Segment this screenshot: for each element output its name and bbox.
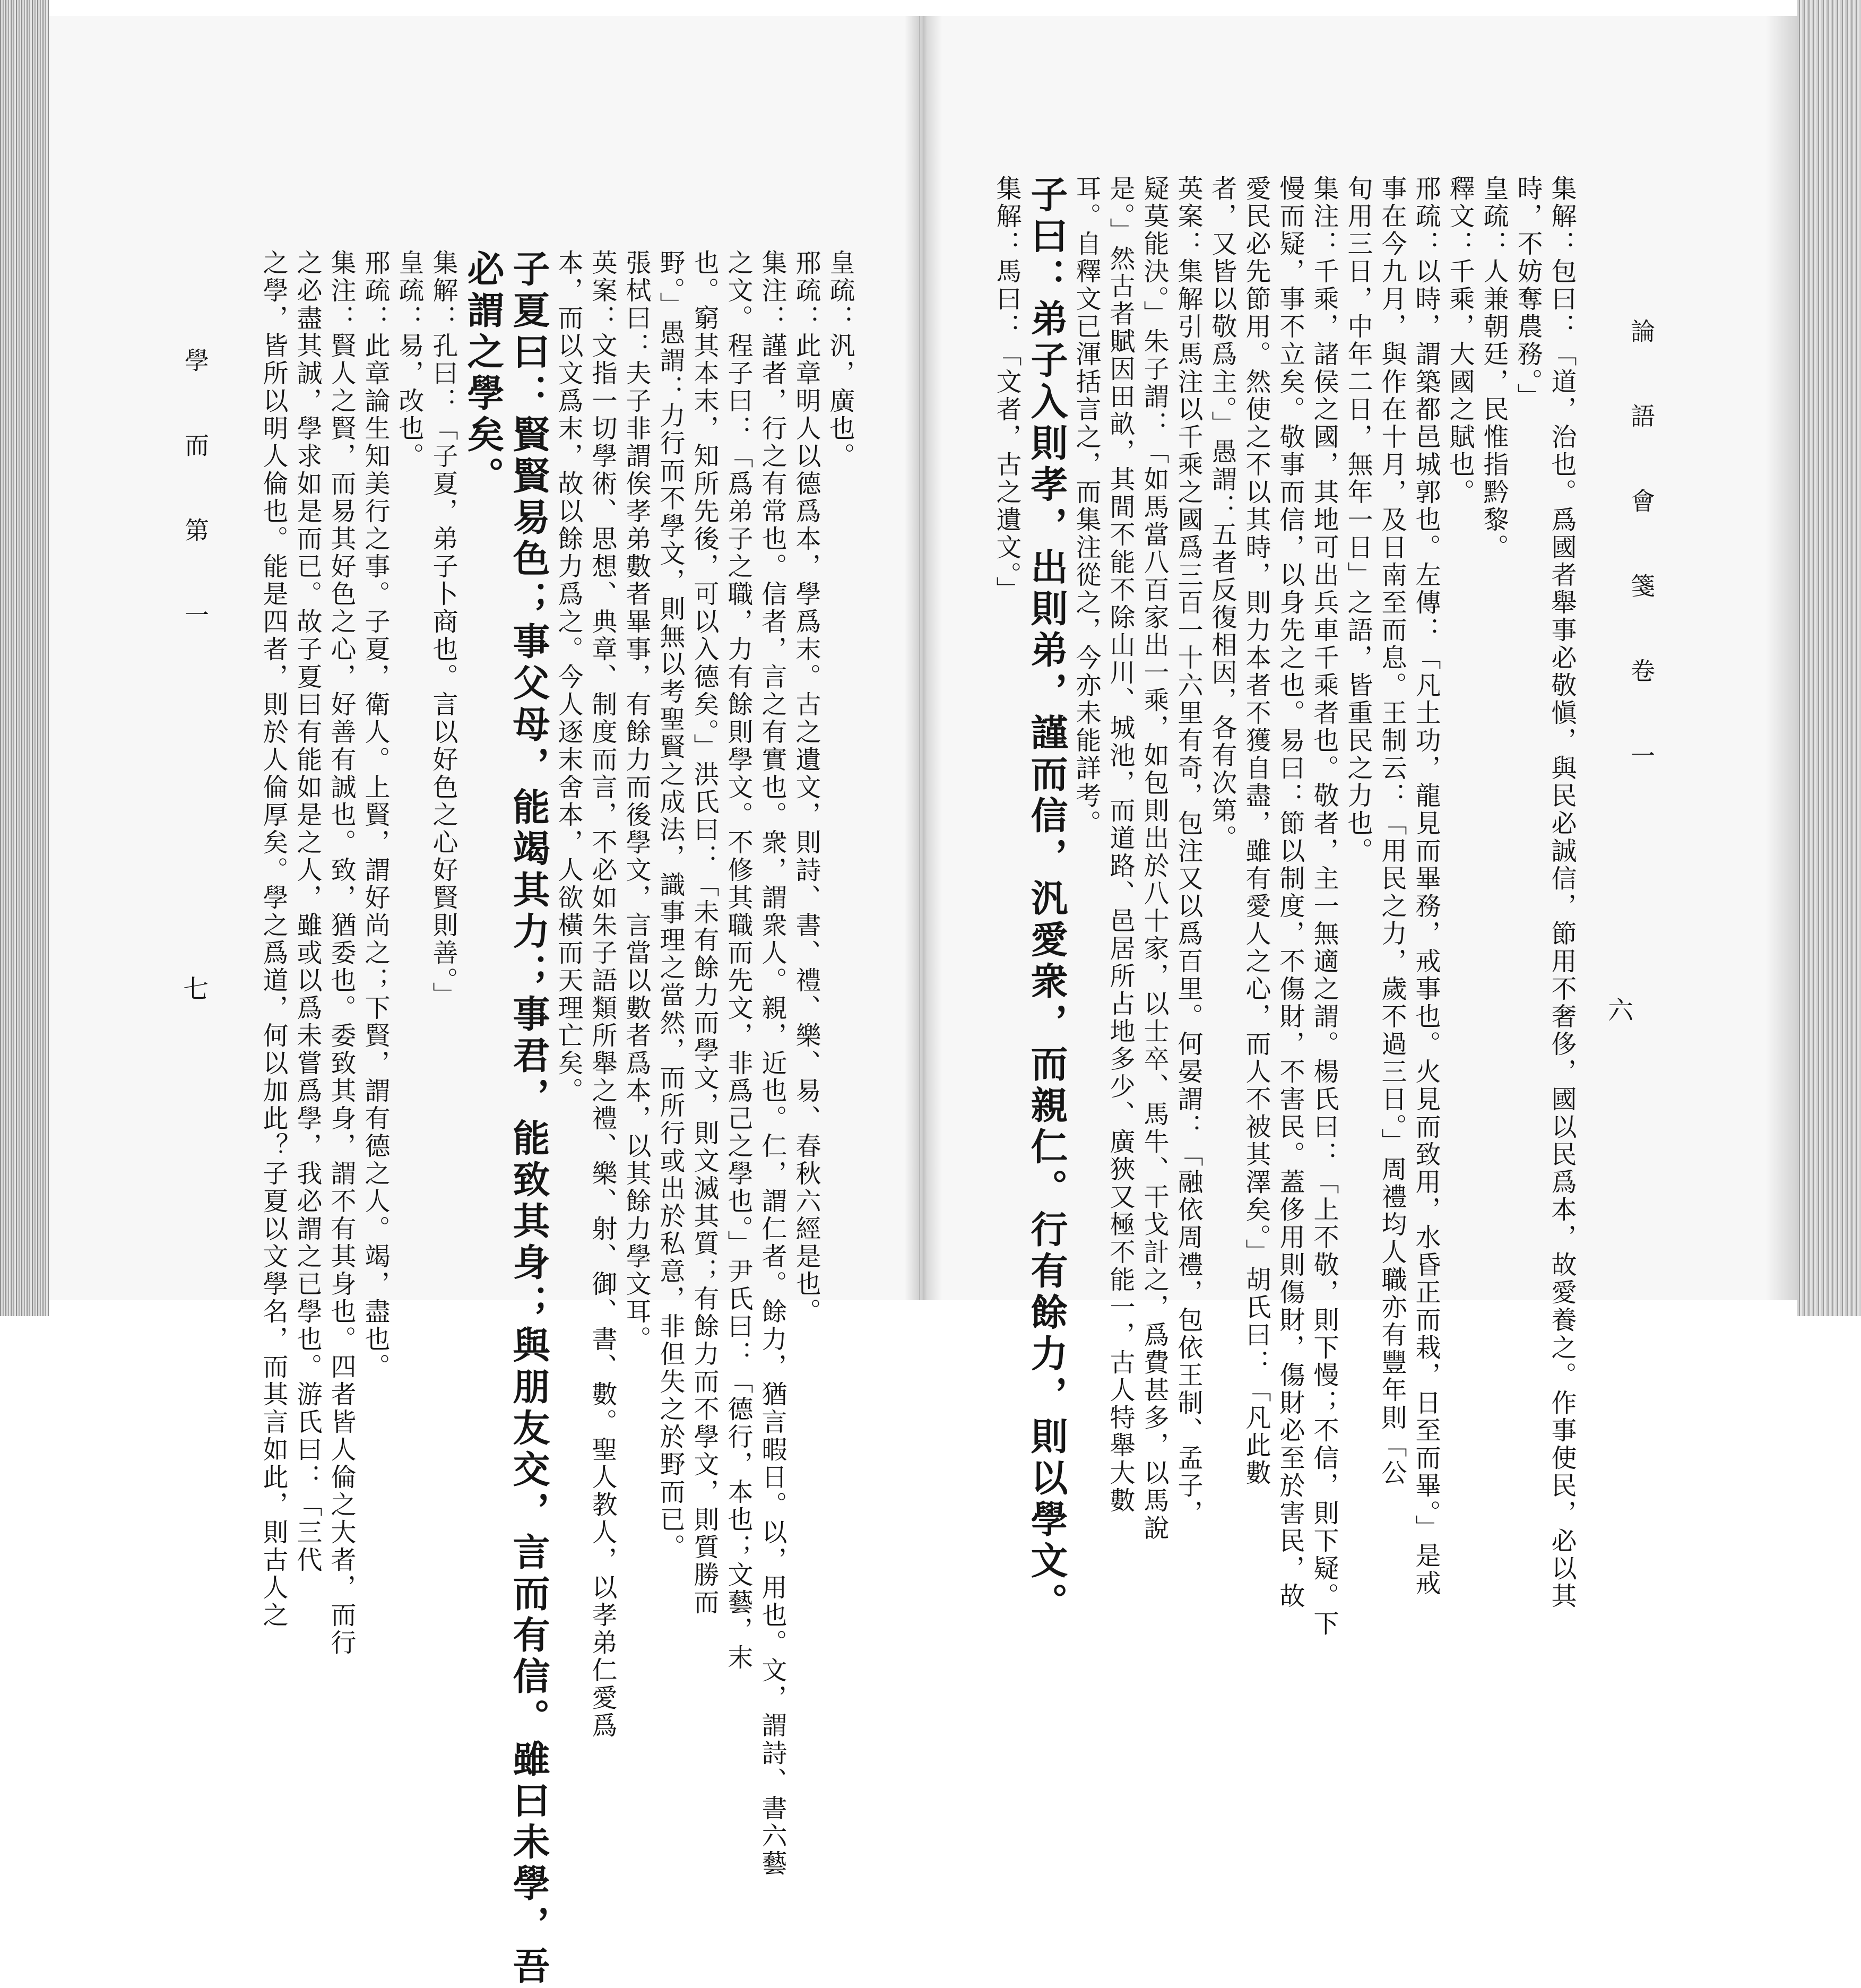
commentary-line: 集注：賢人之賢，而易其好色之心，好善有誠也。致，猶委也。委致其身，謂不有其身也。四者皆人倫之大者，而行 [326,249,356,1657]
commentary-line: 愛民必先節用。然使之不以其時，則力本者不獲自盡，雖有愛人之心，而人不被其澤矣。」胡氏曰：「凡此數 [1241,175,1271,1487]
commentary-line: 皇疏：人兼朝廷，民惟指黔黎。 [1479,175,1509,561]
commentary-line: 本，而以文爲末，故以餘力爲之。今人逐末舍本，人欲橫而天理亡矣。 [553,249,583,1105]
book-gutter [905,16,942,1300]
commentary-line: 皇疏：易，改也。 [394,249,424,470]
commentary-line: 邢疏：以時，謂築都邑城郭也。左傳：「凡土功，龍見而畢務，戒事也。火見而致用，水昏正而栽，日至而畢。」是戒 [1411,175,1441,1597]
commentary-line: 邢疏：此章明人以德爲本，學爲末。古之遺文，則詩、書、禮、樂、易、春秋六經是也。 [791,249,821,1326]
book-page-edges-right [1797,0,1861,1316]
classic-text-line: 子夏曰：賢賢易色；事父母，能竭其力；事君，能致其身；與朋友交，言而有信。雖曰未學，吾 [507,249,551,1988]
commentary-line: 英案：集解引馬注以千乘之國爲三百一十六里有奇，包注又以爲百里。何晏謂：「融依周禮，包依王制、孟子， [1173,175,1203,1527]
commentary-line: 張栻曰：夫子非謂俟孝弟數者畢事，有餘力而後學文，言當以數者爲本，以其餘力學文耳。 [621,249,651,1353]
book-page-edges-left [0,0,49,1316]
commentary-line: 耳。自釋文已渾括言之，而集注從之，今亦未能詳考。 [1071,175,1101,837]
left-running-head: 學 而 第 一 [181,348,210,643]
commentary-line: 釋文：千乘，大國之賦也。 [1445,175,1475,506]
commentary-line: 英案：文指一切學術、思想、典章、制度而言，不必如朱子語類所舉之禮、樂、射、御、書、數。聖人教人，以孝弟仁愛爲 [587,249,617,1740]
commentary-line: 邢疏：此章論生知美行之事。子夏，衛人。上賢，謂好尚之；下賢，謂有德之人。竭，盡也。 [360,249,390,1381]
right-running-head: 論 語 會 箋 卷 一 [1627,318,1656,783]
commentary-line: 皇疏：汎，廣也。 [825,249,855,470]
commentary-line: 是。」然古者賦因田畝，其間不能不除山川、城池，而道路、邑居所占地多少、廣狹又極不能一，古人特舉大數 [1105,175,1135,1515]
commentary-line: 事在今九月，與作在十月，及日南至而息。王制云：「用民之力，歲不過三日。」周禮均人職亦有豐年則「公 [1377,175,1407,1487]
commentary-line: 慢而疑，事不立矣。敬事而信，以身先之也。易曰：節以制度，不傷財，不害民。蓋侈用則傷財，傷財必至於害民，故 [1275,175,1305,1610]
classic-text-line: 必謂之學矣。 [461,249,505,498]
commentary-line: 之學，皆所以明人倫也。能是四者，則於人倫厚矣。學之爲道，何以加此？子夏以文學名，而其言如此，則古人之 [258,249,288,1629]
commentary-line: 疑莫能決。」朱子謂：「如馬當八百家出一乘，如包則出於八十家，以士卒、馬牛、干戈計之，爲費甚多，以馬說 [1139,175,1169,1542]
commentary-line: 旬用三日，中年二日，無年一日」之語，皆重民之力也。 [1343,175,1373,865]
commentary-line: 也。窮其本末，知所先後，可以入德矣。」洪氏曰：「未有餘力而學文，則文滅其質；有餘力而不學文，則質勝而 [689,249,719,1617]
right-page-text [992,175,1579,1638]
classic-text-line: 子曰：弟子入則孝，出則弟，謹而信，汎愛衆，而親仁。行有餘力，則以學文。 [1025,175,1069,1624]
commentary-line: 之文。程子曰：「爲弟子之職，力有餘則學文。不修其職而先文，非爲己之學也。」尹氏曰：「德行，本也；文藝，末 [723,249,753,1672]
commentary-line: 野。」愚謂：力行而不學文，則無以考聖賢之成法，識事理之當然，而所行或出於私意，非但失之於野而已。 [655,249,685,1561]
commentary-line: 集解：孔曰：「子夏，弟子卜商也。言以好色之心好賢則善。」 [428,249,458,1009]
commentary-line: 者，又皆以敬爲主。」愚謂：五者反復相因，各有次第。 [1207,175,1237,852]
commentary-line: 之必盡其誠，學求如是而已。故子夏曰有能如是之人，雖或以爲未嘗爲學，我必謂之已學也。游氏曰：「三代 [292,249,322,1574]
commentary-line: 集注：千乘，諸侯之國，其地可出兵車千乘者也。敬者，主一無適之謂。楊氏曰：「上不敬，則下慢；不信，則下疑。下 [1309,175,1339,1638]
commentary-line: 集解：包曰：「道，治也。爲國者舉事必敬愼，與民必誠信，節用不奢侈，國以民爲本，故愛養之。作事使民，必以其 [1547,175,1577,1610]
commentary-line: 集解：馬曰：「文者，古之遺文。」 [992,175,1022,604]
left-page-number: 七 [183,974,209,1004]
commentary-line: 時，不妨奪農務。」 [1513,175,1543,411]
right-page-shadow [1765,16,1797,1300]
right-page-number: 六 [1608,996,1634,1025]
left-page-text [223,249,857,1988]
commentary-line: 集注：謹者，行之有常也。信者，言之有實也。衆，謂衆人。親，近也。仁，謂仁者。餘力，猶言暇日。以，用也。文，謂詩、書六藝 [757,249,787,1878]
